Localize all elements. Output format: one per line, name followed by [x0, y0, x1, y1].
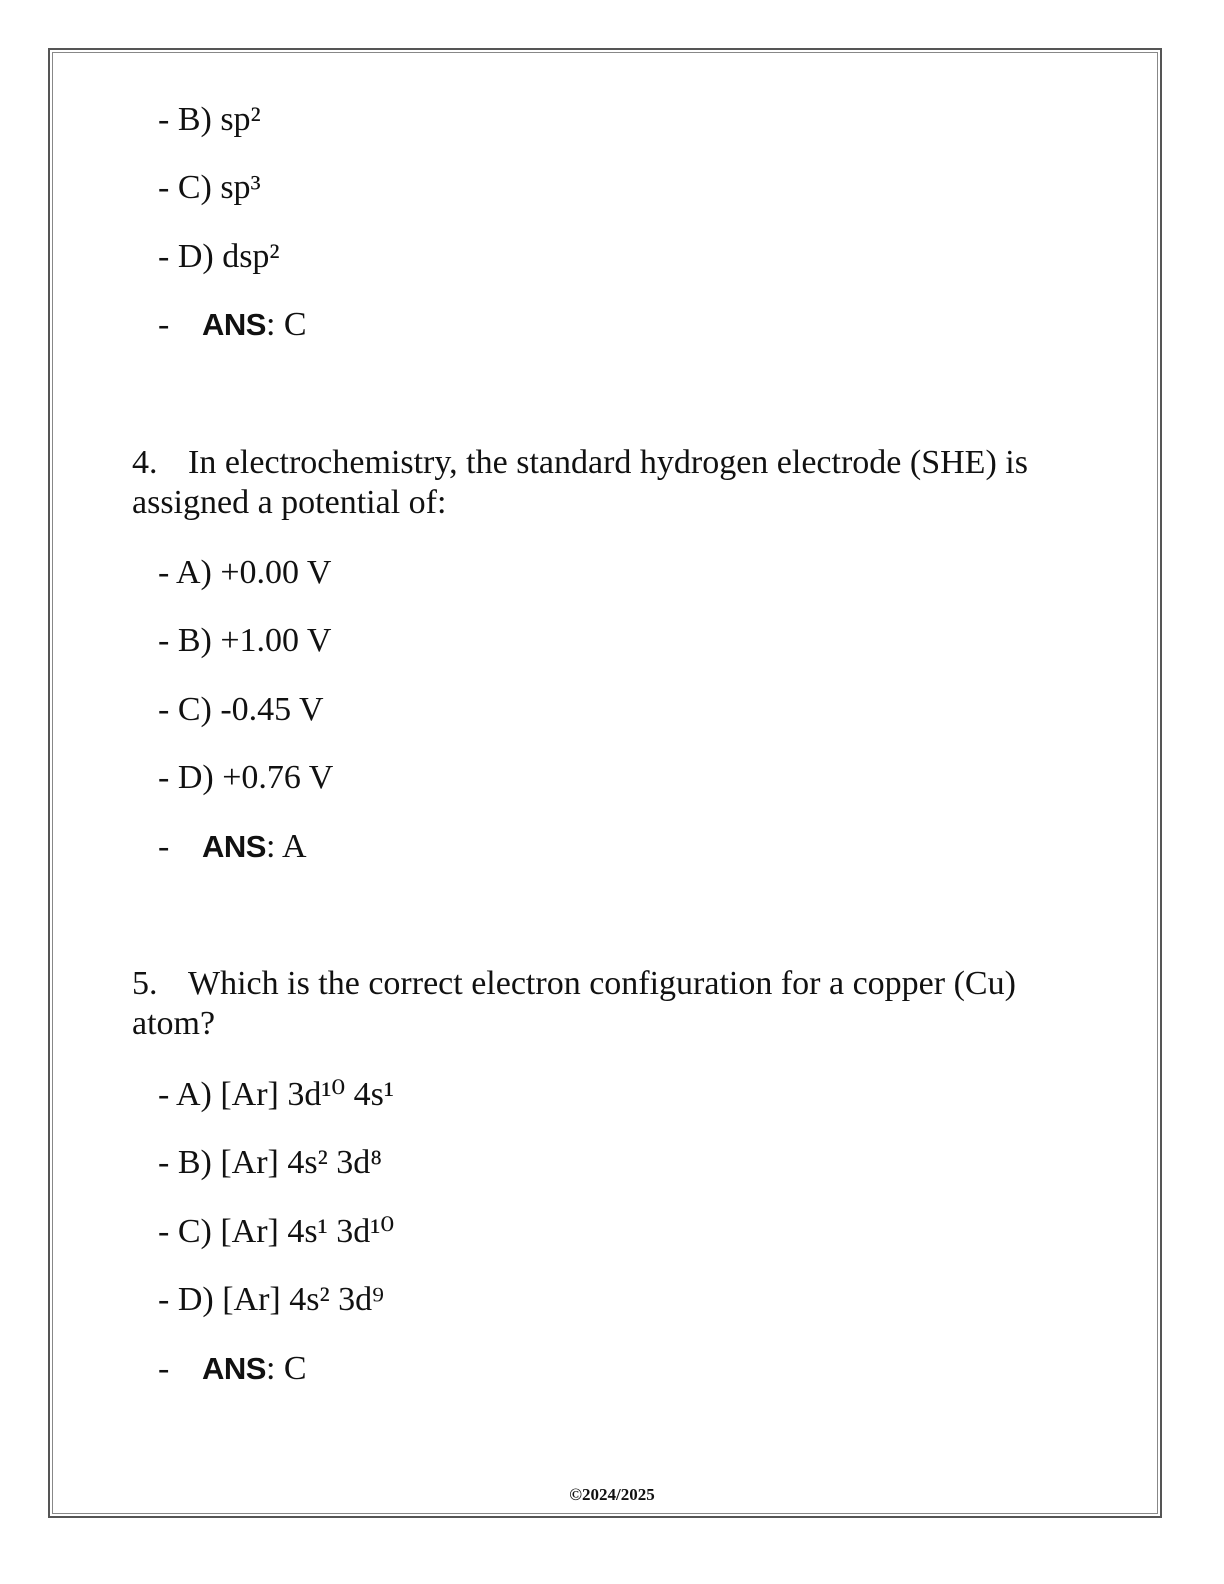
q3-answer-label: ANS	[202, 307, 266, 342]
q5-number: 5.	[132, 965, 158, 1002]
q5-answer	[158, 1349, 307, 1389]
q4-option-a: - A) +0.00 V	[158, 554, 332, 591]
page-footer-copyright: ©2024/2025	[569, 1485, 655, 1504]
q3-answer-dash: -	[158, 306, 170, 343]
q5-answer-label: ANS	[202, 1351, 266, 1386]
q5-option-d: - D) [Ar] 4s² 3d⁹	[158, 1281, 384, 1318]
q3-answer-value: : C	[265, 306, 307, 343]
q4-number: 4.	[132, 444, 158, 481]
q4-answer-dash: -	[158, 828, 170, 865]
q5-text-part1: Which is the correct electron configuration for a copper (Cu)	[188, 965, 1016, 1002]
q4-text-line1	[132, 443, 1092, 483]
q4-option-c: - C) -0.45 V	[158, 691, 324, 728]
q5-option-b: - B) [Ar] 4s² 3d⁸	[158, 1144, 383, 1181]
q4-text-part1: In electrochemistry, the standard hydrogen electrode (SHE) is	[188, 444, 1028, 481]
q5-option-c: - C) [Ar] 4s¹ 3d¹⁰	[158, 1213, 395, 1250]
q4-option-d: - D) +0.76 V	[158, 759, 334, 796]
q5-option-a: - A) [Ar] 3d¹⁰ 4s¹	[158, 1076, 395, 1113]
q5-text-line1	[132, 964, 1092, 1004]
q3-option-c: - C) sp³	[158, 169, 261, 206]
q3-option-d: - D) dsp²	[158, 238, 280, 275]
q3-option-b: - B) sp²	[158, 101, 261, 138]
q4-answer-label: ANS	[202, 829, 266, 864]
q4-answer	[158, 827, 307, 867]
q3-answer	[158, 305, 307, 345]
q4-option-b: - B) +1.00 V	[158, 622, 332, 659]
q5-answer-value: : C	[265, 1350, 307, 1387]
q4-answer-value: : A	[265, 828, 307, 865]
q5-answer-dash: -	[158, 1350, 170, 1387]
q4-text-line2: assigned a potential of:	[132, 484, 447, 521]
q5-text-line2: atom?	[132, 1005, 216, 1042]
